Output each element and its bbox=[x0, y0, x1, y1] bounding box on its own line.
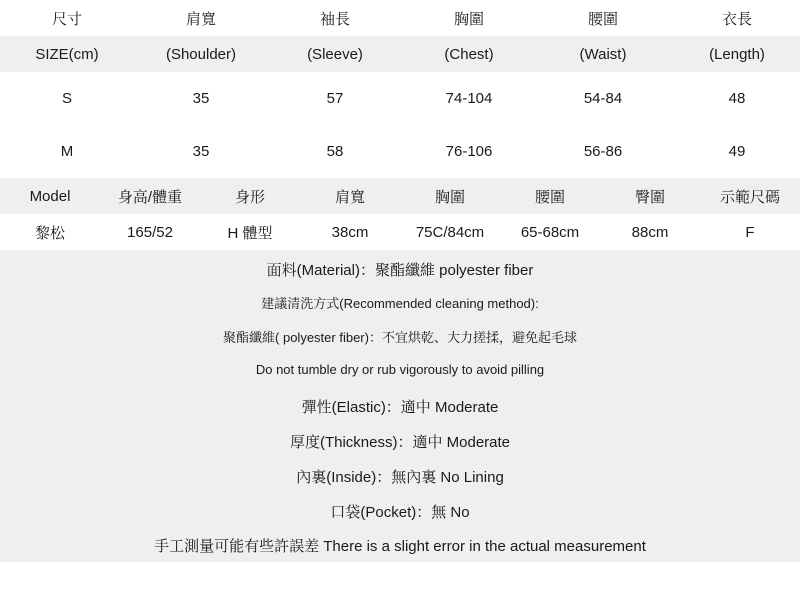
table-cell: 74-104 bbox=[445, 89, 493, 107]
cleaning-method-heading: 建議清洗方式(Recommended cleaning method): bbox=[261, 296, 539, 311]
table-cell: 65-68cm bbox=[520, 223, 580, 241]
header-size-en: SIZE(cm) bbox=[35, 45, 99, 63]
table-cell: 35 bbox=[192, 142, 210, 160]
header-hip: 臀圍 bbox=[634, 188, 665, 206]
header-sleeve-cn: 袖長 bbox=[319, 10, 350, 28]
header-shoulder: 肩寬 bbox=[334, 188, 365, 206]
table-cell: S bbox=[61, 89, 72, 107]
pocket-note: 口袋(Pocket)：無 No bbox=[330, 504, 470, 521]
cleaning-instruction-en: Do not tumble dry or rub vigorously to avoid pilling bbox=[255, 362, 545, 377]
model-row bbox=[0, 214, 800, 250]
fabric-notes bbox=[0, 250, 800, 562]
header-chest: 胸圍 bbox=[434, 188, 465, 206]
header-shoulder-cn: 肩寬 bbox=[185, 10, 216, 28]
header-waist-cn: 腰圍 bbox=[587, 10, 618, 28]
table-cell: 56-86 bbox=[583, 142, 623, 160]
table-cell: 黎松 bbox=[34, 224, 65, 242]
table-cell: 38cm bbox=[331, 223, 369, 241]
cleaning-instruction-cn: 聚酯纖維( polyester fiber)：不宜烘乾、大力搓揉，避免起毛球 bbox=[223, 330, 577, 345]
table-cell: H 體型 bbox=[227, 224, 273, 242]
header-sleeve-en: (Sleeve) bbox=[307, 45, 363, 63]
elastic-note: 彈性(Elastic)：適中 Moderate bbox=[301, 399, 499, 416]
header-demo-size: 示範尺碼 bbox=[719, 188, 780, 206]
table-cell: 57 bbox=[326, 89, 344, 107]
size-table-header-cn bbox=[0, 0, 800, 36]
table-cell: F bbox=[745, 223, 755, 241]
size-row-s bbox=[0, 72, 800, 124]
size-table-header-en bbox=[0, 36, 800, 72]
table-cell: 48 bbox=[728, 89, 746, 107]
header-body-type: 身形 bbox=[234, 188, 265, 206]
header-size-cn: 尺寸 bbox=[51, 10, 82, 28]
header-length-cn: 衣長 bbox=[721, 10, 752, 28]
table-cell: M bbox=[60, 142, 74, 160]
header-shoulder-en: (Shoulder) bbox=[165, 45, 237, 63]
table-cell: 54-84 bbox=[583, 89, 623, 107]
inside-note: 內裏(Inside)：無內裏 No Lining bbox=[296, 469, 504, 486]
table-cell: 49 bbox=[728, 142, 746, 160]
header-height-weight: 身高/體重 bbox=[117, 188, 183, 206]
table-cell: 165/52 bbox=[127, 223, 173, 241]
header-chest-cn: 胸圍 bbox=[453, 10, 484, 28]
material-note: 面料(Material)：聚酯纖維 polyester fiber bbox=[266, 262, 534, 279]
header-waist: 腰圍 bbox=[534, 188, 565, 206]
header-chest-en: (Chest) bbox=[444, 45, 494, 63]
header-length-en: (Length) bbox=[709, 45, 765, 63]
table-cell: 76-106 bbox=[445, 142, 493, 160]
header-waist-en: (Waist) bbox=[579, 45, 627, 63]
measurement-disclaimer: 手工測量可能有些許誤差 There is a slight error in the actual measurement bbox=[154, 538, 646, 555]
size-row-m bbox=[0, 124, 800, 178]
table-cell: 88cm bbox=[631, 223, 669, 241]
model-table-header bbox=[0, 178, 800, 214]
thickness-note: 厚度(Thickness)：適中 Moderate bbox=[289, 434, 511, 451]
table-cell: 75C/84cm bbox=[415, 223, 485, 241]
table-cell: 58 bbox=[326, 142, 344, 160]
table-cell: 35 bbox=[192, 89, 210, 107]
header-model: Model bbox=[29, 187, 71, 205]
